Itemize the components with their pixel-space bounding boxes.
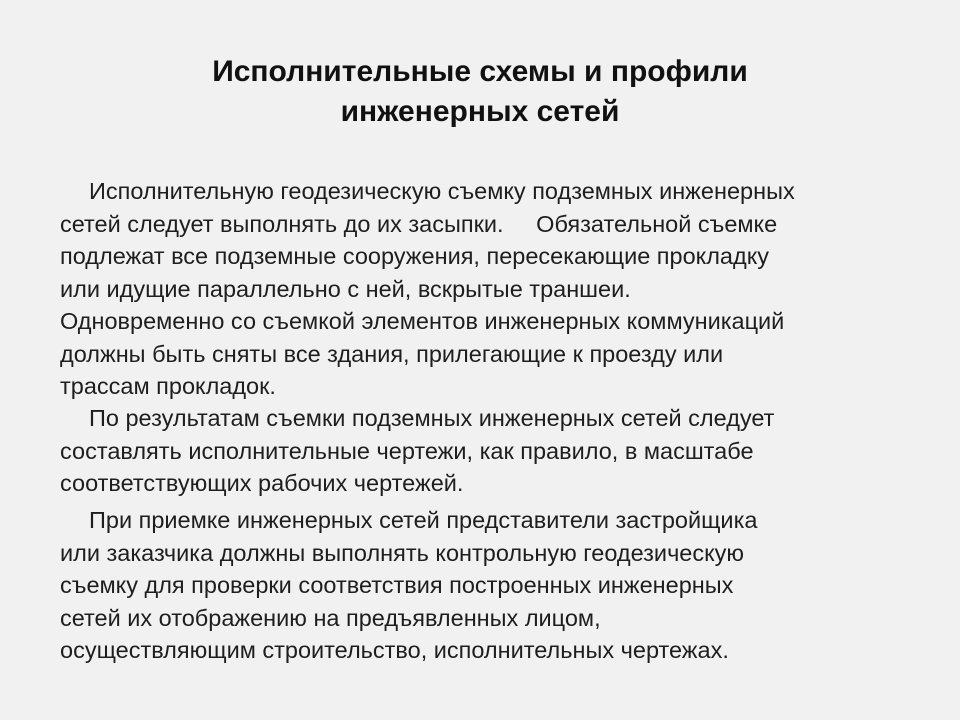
slide-title-line-1: Исполнительные схемы и профили xyxy=(212,55,748,88)
paragraph-3 xyxy=(60,504,890,667)
paragraph-line: или идущие параллельно с ней, вскрытые траншеи. xyxy=(60,275,631,302)
paragraph-line: сетей их отображению на предъявленных лицом, xyxy=(60,604,601,631)
slide-title-line-2: инженерных сетей xyxy=(340,95,620,128)
paragraph-line: подлежат все подземные сооружения, пересекающие прокладку xyxy=(60,243,769,269)
slide-title xyxy=(0,52,960,132)
paragraph-1 xyxy=(60,175,890,403)
paragraph-line: должны быть сняты все здания, прилегающие к проезду или xyxy=(60,340,724,367)
paragraph-line: или заказчика должны выполнять контрольную геодезическую xyxy=(60,539,745,566)
paragraph-line: составлять исполнительные чертежи, как правило, в масштабе xyxy=(60,437,754,464)
paragraph-line: сетей следует выполнять до их засыпки. Обязательной съемке xyxy=(60,210,778,237)
paragraph-line: осуществляющим строительство, исполнительных чертежах. xyxy=(60,637,729,663)
paragraph-line: Исполнительную геодезическую съемку подземных инженерных xyxy=(89,178,795,204)
paragraph-line: соответствующих рабочих чертежей. xyxy=(60,470,464,496)
paragraph-2 xyxy=(60,402,890,500)
paragraph-line: При приемке инженерных сетей представители застройщика xyxy=(89,507,758,533)
paragraph-line: По результатам съемки подземных инженерных сетей следует xyxy=(89,405,775,431)
paragraph-line: Одновременно со съемкой элементов инженерных коммуникаций xyxy=(60,308,785,334)
paragraph-line: съемку для проверки соответствия построенных инженерных xyxy=(60,572,734,598)
paragraph-line: трассам прокладок. xyxy=(60,373,276,399)
